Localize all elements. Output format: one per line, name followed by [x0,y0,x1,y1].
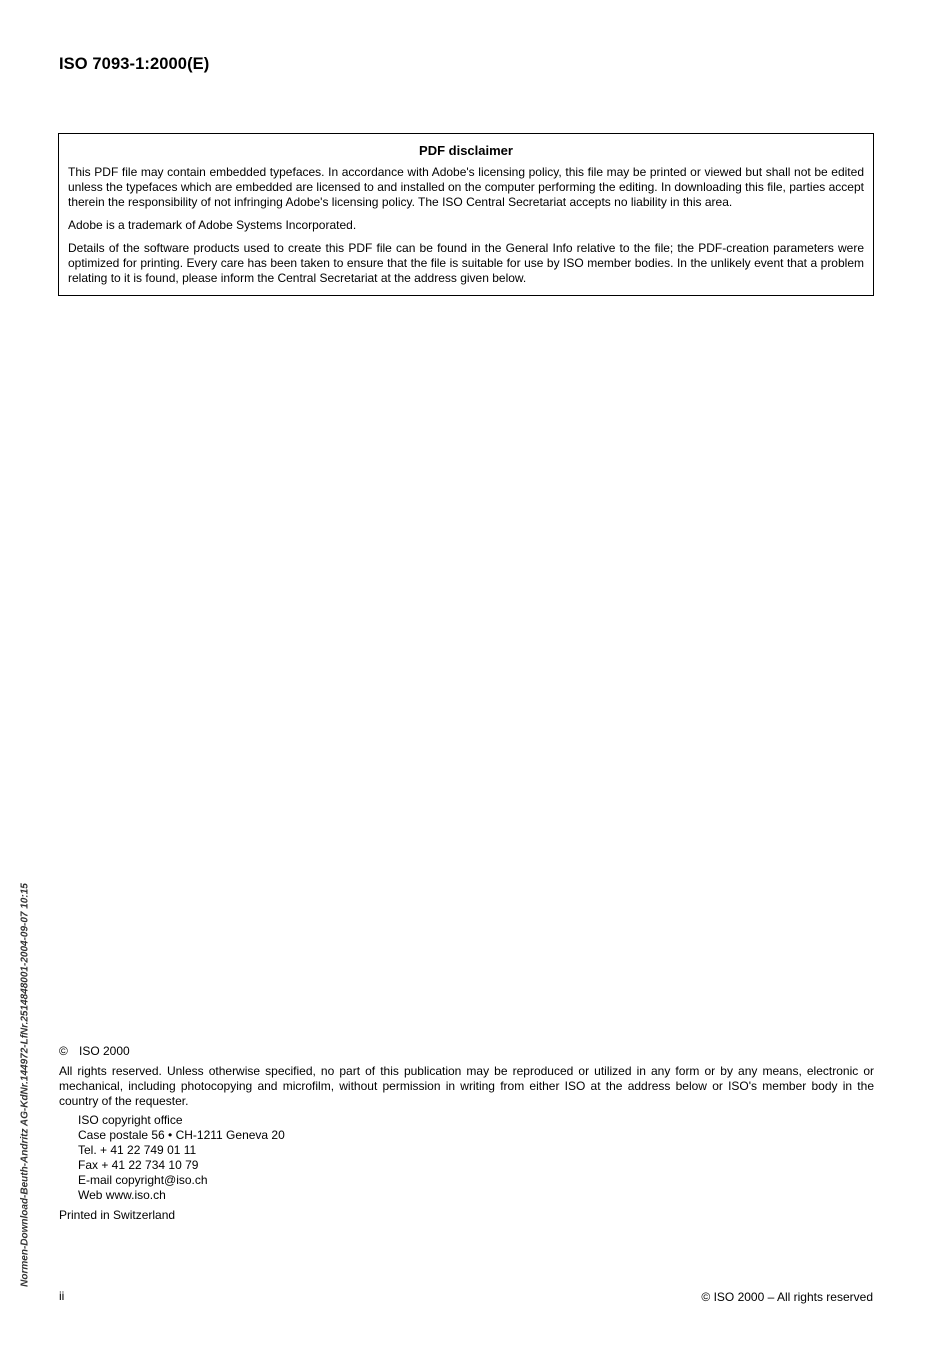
download-side-stamp: Normen-Download-Beuth-Andritz AG-KdNr.144972-LfNr.2514848001-2004-09-07 10:15 [19,883,31,1287]
disclaimer-paragraph-trademark: Adobe is a trademark of Adobe Systems Incorporated. [68,218,357,232]
disclaimer-title: PDF disclaimer [419,143,513,158]
document-id-header: ISO 7093-1:2000(E) [59,55,210,73]
copyright-symbol: © [59,1044,68,1058]
address-line-fax: Fax + 41 22 734 10 79 [78,1158,199,1172]
pdf-disclaimer-box [58,133,874,296]
copyright-office-address [78,1113,874,1203]
printed-in-text: Printed in Switzerland [59,1208,176,1222]
copyright-block [59,1044,874,1223]
disclaimer-paragraph-typefaces: This PDF file may contain embedded typefaces. In accordance with Adobe's licensing policy, this file may be printed or viewed but shall not be edited unless the typefaces which are embedded are licensed to and installed on the computer performing the editing. In downloading this file, parties accept therein the responsibility of not infringing Adobe's licensing policy. The ISO Central Secretariat accepts no liability in this area. [68,165,864,209]
copyright-line [59,1044,874,1059]
copyright-year: ISO 2000 [79,1044,130,1058]
footer-copyright: © ISO 2000 – All rights reserved [701,1290,873,1304]
address-line-web: Web www.iso.ch [78,1188,166,1202]
address-line-email: E-mail copyright@iso.ch [78,1173,208,1187]
disclaimer-paragraph-software: Details of the software products used to create this PDF file can be found in the General Info relative to the file; the PDF-creation parameters were optimized for printing. Every care has been taken to ensure that the file is suitable for use by ISO member bodies. In the unlikely event that a problem relating to it is found, please inform the Central Secretariat at the address given below. [68,241,864,285]
address-line-office: ISO copyright office [78,1113,183,1127]
footer-page-number: ii [59,1289,65,1303]
address-line-postal: Case postale 56 • CH-1211 Geneva 20 [78,1128,285,1142]
address-line-tel: Tel. + 41 22 749 01 11 [78,1143,197,1157]
rights-reserved-text: All rights reserved. Unless otherwise specified, no part of this publication may be reproduced or utilized in any form or by any means, electronic or mechanical, including photocopying and microfilm, without permission in writing from either ISO at the address below or ISO's member body in the country of the requester. [59,1064,874,1108]
